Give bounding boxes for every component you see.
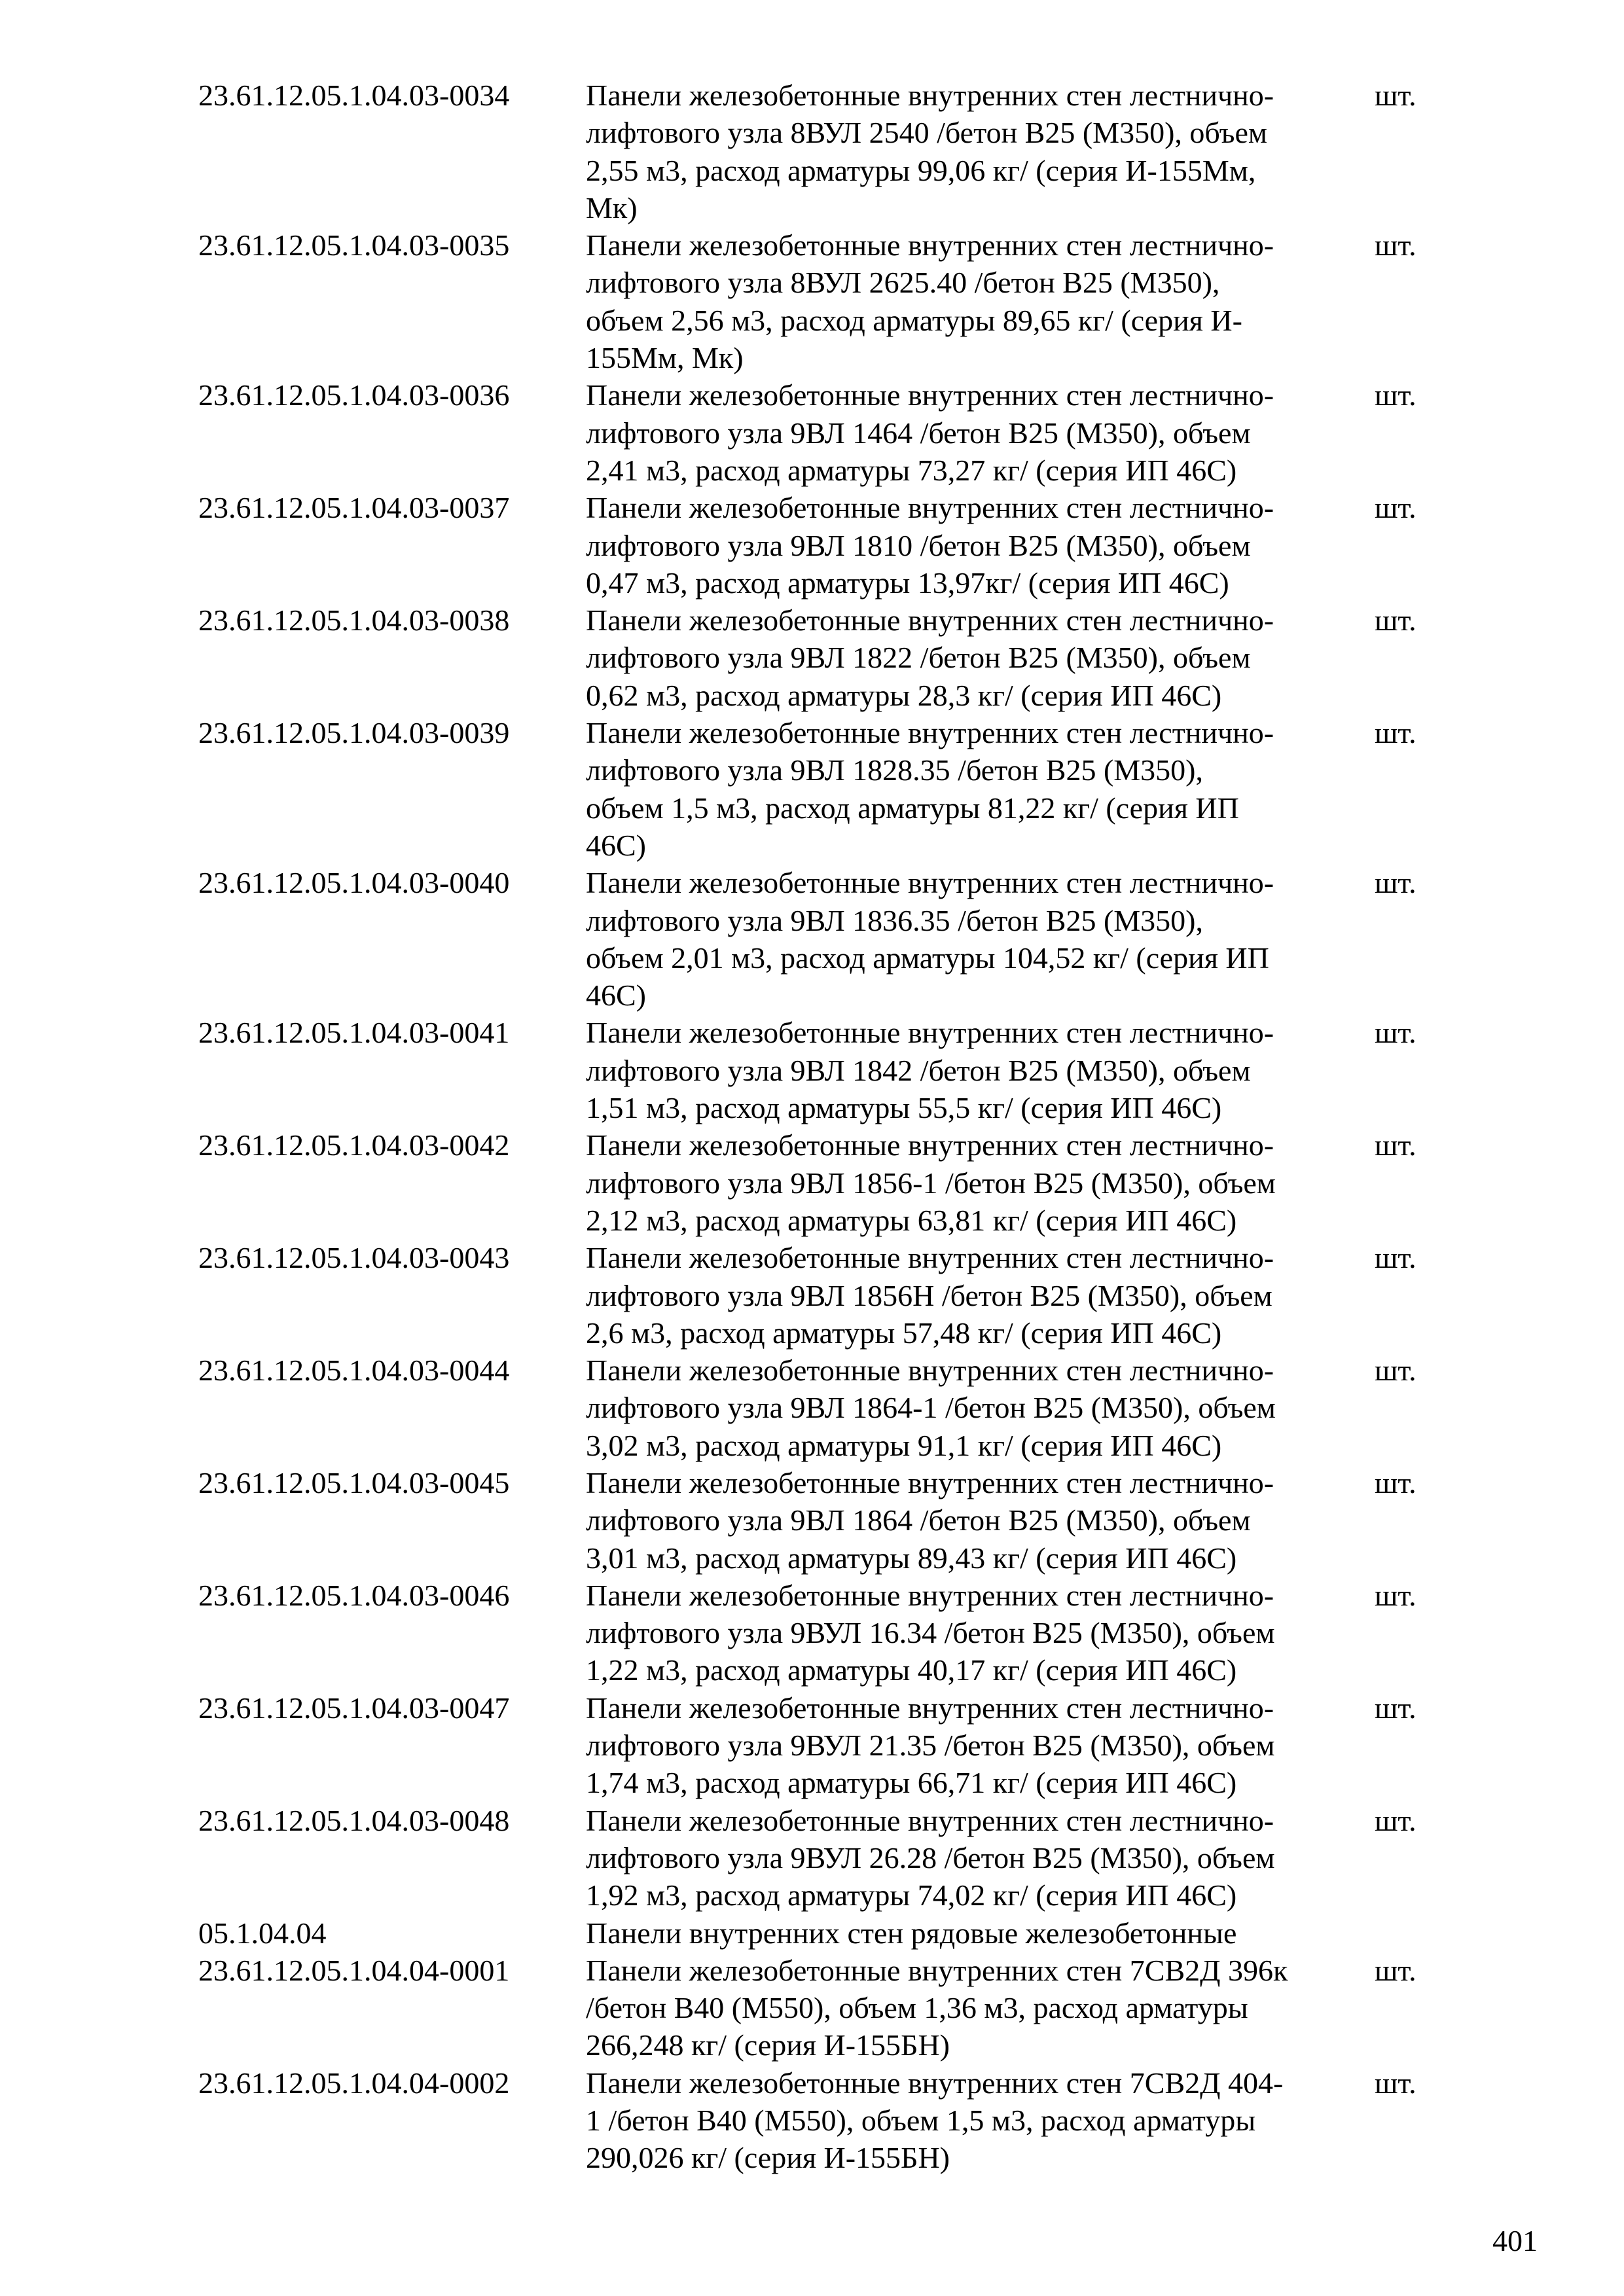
description-line: лифтового узла 9ВЛ 1464 /бетон В25 (М350), объем xyxy=(586,416,1251,450)
resource-code: 23.61.12.05.1.04.03-0048 xyxy=(198,1803,510,1837)
unit-of-measure: шт. xyxy=(1375,866,1416,900)
resource-code: 23.61.12.05.1.04.03-0035 xyxy=(198,228,510,262)
unit-of-measure: шт. xyxy=(1375,378,1416,412)
description-line: лифтового узла 9ВУЛ 26.28 /бетон В25 (М350), объем xyxy=(586,1840,1275,1874)
resource-code: 23.61.12.05.1.04.03-0046 xyxy=(198,1578,510,1612)
description-line: объем 1,5 м3, расход арматуры 81,22 кг/ (серия ИП xyxy=(586,791,1239,825)
description-line: Панели железобетонные внутренних стен лестнично- xyxy=(586,603,1274,637)
description-line: лифтового узла 8ВУЛ 2625.40 /бетон В25 (М350), xyxy=(586,266,1220,300)
description-line: /бетон В40 (М550), объем 1,36 м3, расход арматуры xyxy=(586,1991,1248,2025)
resource-code: 23.61.12.05.1.04.03-0034 xyxy=(198,79,510,112)
resource-code: 23.61.12.05.1.04.03-0045 xyxy=(198,1465,510,1499)
description-line: 0,62 м3, расход арматуры 28,3 кг/ (серия ИП 46С) xyxy=(586,678,1222,712)
resource-description xyxy=(586,1802,1365,1914)
description-line: Панели железобетонные внутренних стен лестнично- xyxy=(586,228,1274,262)
resource-code: 23.61.12.05.1.04.03-0038 xyxy=(198,603,510,637)
resource-description xyxy=(586,1464,1365,1577)
catalog-row xyxy=(198,1577,1442,1689)
unit-of-measure: шт. xyxy=(1375,1465,1416,1499)
catalog-row xyxy=(198,864,1442,1014)
catalog-row xyxy=(198,1464,1442,1577)
resource-code: 23.61.12.05.1.04.03-0043 xyxy=(198,1241,510,1275)
description-line: 3,01 м3, расход арматуры 89,43 кг/ (серия ИП 46С) xyxy=(586,1541,1237,1575)
catalog-row xyxy=(198,1689,1442,1802)
resource-description xyxy=(586,2064,1365,2177)
description-line: Панели железобетонные внутренних стен лестнично- xyxy=(586,716,1274,750)
resource-description xyxy=(586,1952,1365,2064)
description-line: 0,47 м3, расход арматуры 13,97кг/ (серия ИП 46С) xyxy=(586,565,1229,600)
description-line: Панели железобетонные внутренних стен лестнично- xyxy=(586,79,1274,112)
unit-of-measure: шт. xyxy=(1375,1241,1416,1275)
description-line: лифтового узла 9ВЛ 1828.35 /бетон В25 (М350), xyxy=(586,753,1203,787)
catalog-row xyxy=(198,489,1442,601)
description-line: 1,74 м3, расход арматуры 66,71 кг/ (серия ИП 46С) xyxy=(586,1766,1237,1800)
resource-description xyxy=(586,1014,1365,1126)
unit-of-measure: шт. xyxy=(1375,2066,1416,2100)
description-line: Панели железобетонные внутренних стен лестнично- xyxy=(586,378,1274,412)
description-line: 2,12 м3, расход арматуры 63,81 кг/ (серия ИП 46С) xyxy=(586,1203,1237,1237)
resource-description xyxy=(586,77,1365,226)
description-line: лифтового узла 9ВЛ 1856Н /бетон В25 (М350), объем xyxy=(586,1278,1272,1312)
catalog-row xyxy=(198,2064,1442,2177)
description-line: 1 /бетон В40 (М550), объем 1,5 м3, расход арматуры xyxy=(586,2104,1256,2138)
description-line: 1,51 м3, расход арматуры 55,5 кг/ (серия ИП 46С) xyxy=(586,1091,1222,1125)
resource-description xyxy=(586,1352,1365,1464)
resource-description xyxy=(586,864,1365,1014)
resource-description xyxy=(586,376,1365,489)
catalog-row xyxy=(198,77,1442,226)
description-line: Панели железобетонные внутренних стен лестнично- xyxy=(586,1354,1274,1388)
unit-of-measure: шт. xyxy=(1375,1016,1416,1050)
catalog-row xyxy=(198,1239,1442,1352)
description-line: Панели железобетонные внутренних стен 7СВ2Д 396к xyxy=(586,1953,1288,1987)
resource-description xyxy=(586,489,1365,601)
unit-of-measure: шт. xyxy=(1375,1578,1416,1612)
resource-description xyxy=(586,1914,1365,1952)
description-line: лифтового узла 9ВЛ 1842 /бетон В25 (М350), объем xyxy=(586,1053,1251,1087)
description-line: Панели железобетонные внутренних стен лестнично- xyxy=(586,491,1274,525)
unit-of-measure: шт. xyxy=(1375,716,1416,750)
description-line: объем 2,01 м3, расход арматуры 104,52 кг/ (серия ИП xyxy=(586,941,1269,975)
description-line: Панели железобетонные внутренних стен лестнично- xyxy=(586,1241,1274,1275)
description-line: объем 2,56 м3, расход арматуры 89,65 кг/ (серия И- xyxy=(586,303,1242,337)
resource-description xyxy=(586,1689,1365,1802)
resource-code: 23.61.12.05.1.04.03-0036 xyxy=(198,378,510,412)
catalog-row xyxy=(198,601,1442,714)
description-line: лифтового узла 9ВЛ 1864-1 /бетон В25 (М350), объем xyxy=(586,1391,1276,1425)
unit-of-measure: шт. xyxy=(1375,1803,1416,1837)
resource-description xyxy=(586,1126,1365,1239)
description-line: 2,41 м3, расход арматуры 73,27 кг/ (серия ИП 46С) xyxy=(586,453,1237,487)
catalog-row xyxy=(198,1126,1442,1239)
resource-description xyxy=(586,1577,1365,1689)
catalog-row xyxy=(198,714,1442,864)
description-line: Мк) xyxy=(586,190,638,224)
catalog-row xyxy=(198,226,1442,376)
description-line: лифтового узла 9ВЛ 1822 /бетон В25 (М350), объем xyxy=(586,641,1251,675)
description-line: лифтового узла 8ВУЛ 2540 /бетон В25 (М350), объем xyxy=(586,116,1267,150)
resource-description xyxy=(586,226,1365,376)
description-line: 290,026 кг/ (серия И-155БН) xyxy=(586,2141,950,2175)
description-line: 1,22 м3, расход арматуры 40,17 кг/ (серия ИП 46С) xyxy=(586,1653,1237,1687)
resource-code: 23.61.12.05.1.04.03-0047 xyxy=(198,1691,510,1725)
page-number: 401 xyxy=(1492,2224,1538,2257)
description-line: Панели железобетонные внутренних стен лестнично- xyxy=(586,1128,1274,1162)
catalog-row xyxy=(198,376,1442,489)
description-line: лифтового узла 9ВЛ 1856-1 /бетон В25 (М350), объем xyxy=(586,1166,1276,1200)
description-line: 2,55 м3, расход арматуры 99,06 кг/ (серия И-155Мм, xyxy=(586,153,1256,187)
catalog-row xyxy=(198,1352,1442,1464)
resource-code: 23.61.12.05.1.04.03-0040 xyxy=(198,866,510,900)
resource-code: 23.61.12.05.1.04.03-0039 xyxy=(198,716,510,750)
description-line: 1,92 м3, расход арматуры 74,02 кг/ (серия ИП 46С) xyxy=(586,1878,1237,1912)
resource-description xyxy=(586,1239,1365,1352)
unit-of-measure: шт. xyxy=(1375,1953,1416,1987)
description-line: 3,02 м3, расход арматуры 91,1 кг/ (серия ИП 46С) xyxy=(586,1428,1222,1462)
resource-description xyxy=(586,714,1365,864)
catalog-table xyxy=(198,77,1442,2177)
description-line: 2,6 м3, расход арматуры 57,48 кг/ (серия ИП 46С) xyxy=(586,1316,1222,1350)
unit-of-measure: шт. xyxy=(1375,79,1416,112)
description-line: лифтового узла 9ВУЛ 21.35 /бетон В25 (М350), объем xyxy=(586,1729,1275,1763)
description-line: лифтового узла 9ВЛ 1810 /бетон В25 (М350), объем xyxy=(586,528,1251,562)
unit-of-measure: шт. xyxy=(1375,1691,1416,1725)
unit-of-measure: шт. xyxy=(1375,603,1416,637)
description-line: Панели внутренних стен рядовые железобетонные xyxy=(586,1916,1237,1950)
description-line: лифтового узла 9ВУЛ 16.34 /бетон В25 (М350), объем xyxy=(586,1616,1275,1650)
resource-description xyxy=(586,601,1365,714)
description-line: 155Мм, Мк) xyxy=(586,341,744,375)
resource-code: 23.61.12.05.1.04.04-0001 xyxy=(198,1953,510,1987)
description-line: лифтового узла 9ВЛ 1836.35 /бетон В25 (М350), xyxy=(586,903,1203,937)
unit-of-measure: шт. xyxy=(1375,1354,1416,1388)
unit-of-measure: шт. xyxy=(1375,1128,1416,1162)
catalog-row xyxy=(198,1914,1442,1952)
description-line: Панели железобетонные внутренних стен лестнично- xyxy=(586,1016,1274,1050)
catalog-row xyxy=(198,1952,1442,2064)
resource-code: 23.61.12.05.1.04.03-0041 xyxy=(198,1016,510,1050)
resource-code: 23.61.12.05.1.04.03-0042 xyxy=(198,1128,510,1162)
description-line: 46С) xyxy=(586,828,646,862)
description-line: лифтового узла 9ВЛ 1864 /бетон В25 (М350), объем xyxy=(586,1503,1251,1537)
catalog-row xyxy=(198,1802,1442,1914)
description-line: Панели железобетонные внутренних стен лестнично- xyxy=(586,1803,1274,1837)
description-line: Панели железобетонные внутренних стен лестнично- xyxy=(586,1465,1274,1499)
resource-code: 05.1.04.04 xyxy=(198,1916,327,1950)
description-line: Панели железобетонные внутренних стен лестнично- xyxy=(586,1578,1274,1612)
unit-of-measure: шт. xyxy=(1375,228,1416,262)
unit-of-measure: шт. xyxy=(1375,491,1416,525)
description-line: Панели железобетонные внутренних стен лестнично- xyxy=(586,1691,1274,1725)
description-line: 46С) xyxy=(586,978,646,1013)
resource-code: 23.61.12.05.1.04.03-0037 xyxy=(198,491,510,525)
resource-code: 23.61.12.05.1.04.03-0044 xyxy=(198,1354,510,1388)
description-line: 266,248 кг/ (серия И-155БН) xyxy=(586,2028,950,2062)
description-line: Панели железобетонные внутренних стен лестнично- xyxy=(586,866,1274,900)
description-line: Панели железобетонные внутренних стен 7СВ2Д 404- xyxy=(586,2066,1284,2100)
catalog-row xyxy=(198,1014,1442,1126)
resource-code: 23.61.12.05.1.04.04-0002 xyxy=(198,2066,510,2100)
